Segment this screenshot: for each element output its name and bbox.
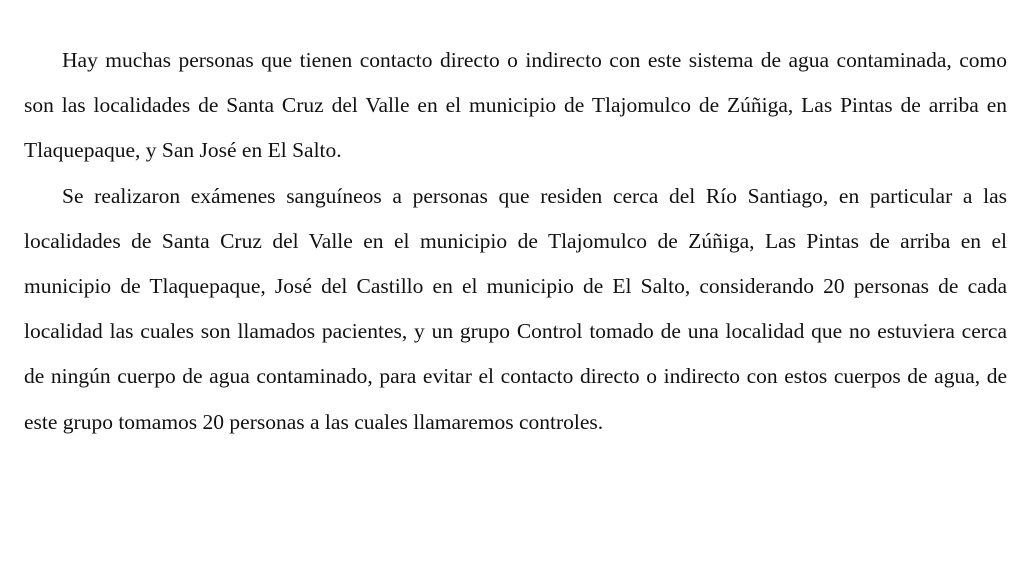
paragraph-blood-tests: Se realizaron exámenes sanguíneos a personas que residen cerca del Río Santiago, en particular a las localidades de Santa Cruz del Valle en el municipio de Tlajomulco de Zúñiga, Las Pintas de arriba en el municipio de Tlaquepaque, José del Castillo en el municipio de El Salto, considerando 20 personas de cada localidad las cuales son llamados pacientes, y un grupo Control tomado de una localidad que no estuviera cerca de ningún cuerpo de agua contaminado, para evitar el contacto directo o indirecto con estos cuerpos de agua, de este grupo tomamos 20 personas a las cuales llamaremos controles. [24, 183, 1007, 434]
paragraph-contact-population: Hay muchas personas que tienen contacto directo o indirecto con este sistema de agua contaminada, como son las localidades de Santa Cruz del Valle en el municipio de Tlajomulco de Zúñiga, Las Pintas de arriba en Tlaquepaque, y San José en El Salto. [24, 48, 1007, 163]
